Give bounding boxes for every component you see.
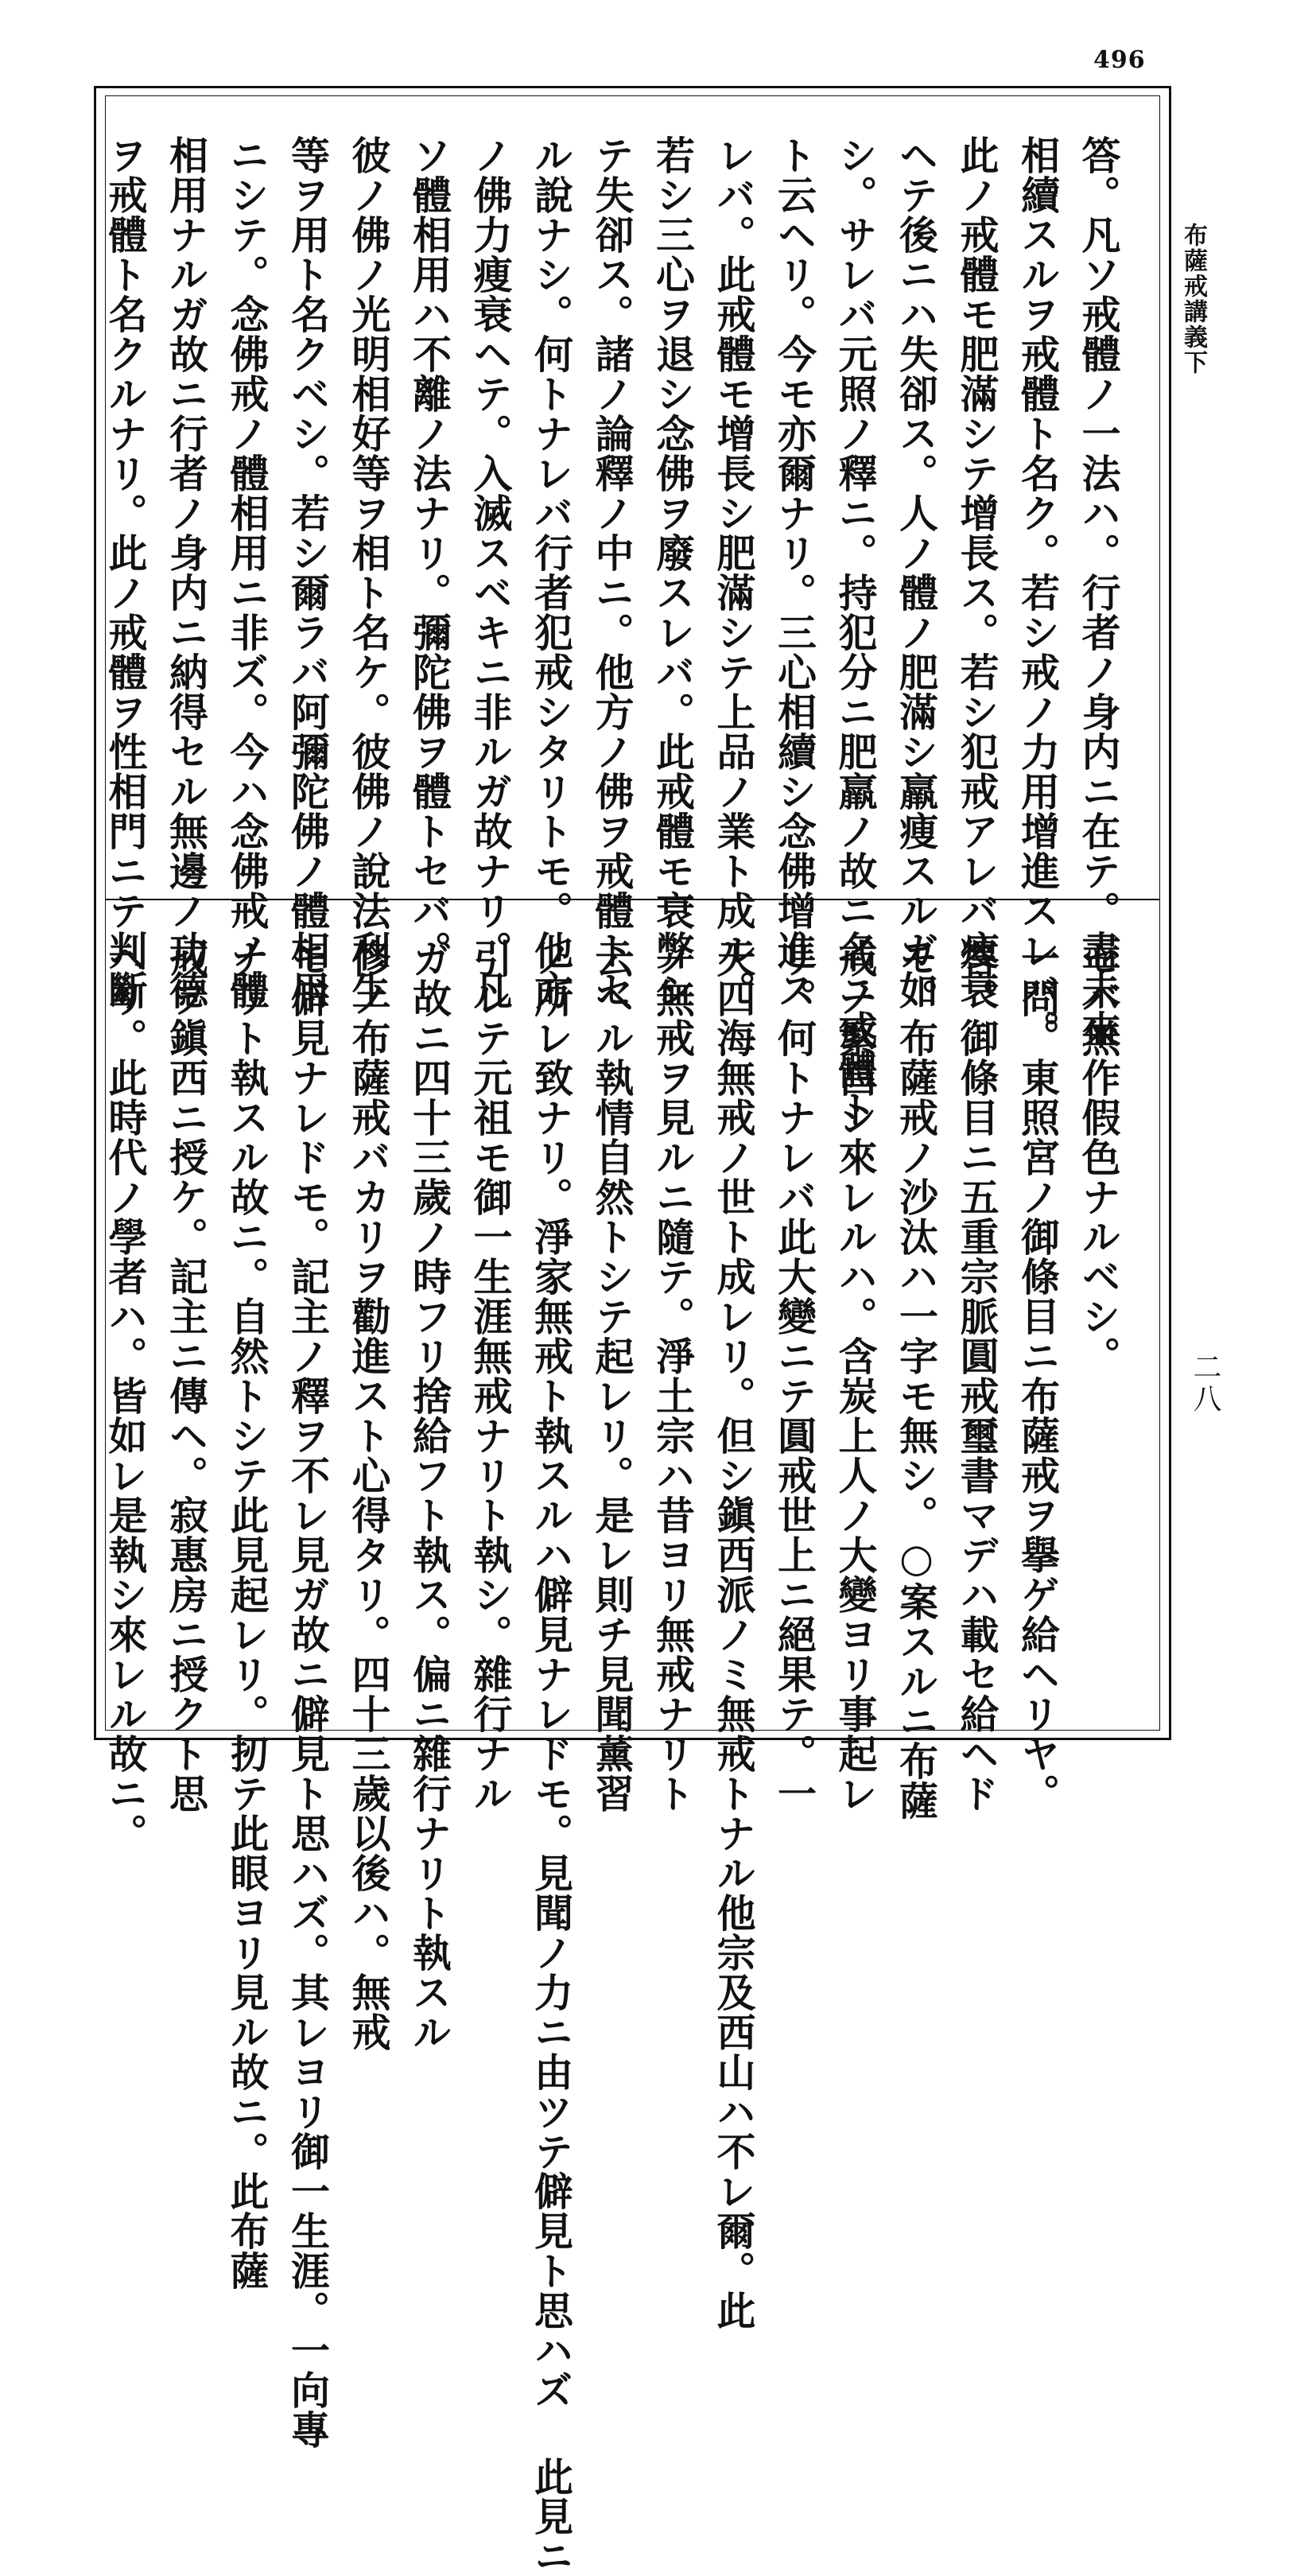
text-column: ニシテ。念佛戒ノ體相用ニ非ズ。今ハ念佛戒ノ體 [224,135,270,1010]
text-column: ト云ヘリ。今モ亦爾ナリ。三心相續シ念佛增進ス [771,135,818,1010]
text-column: 相續スルヲ戒體ト名ク。若シ戒ノ力用增進スレバ。 [1015,135,1062,1050]
text-column: ガ故ニ四十三歲ノ時フリ捨給フト執ス。偏ニ雜行ナリト執スル [406,938,453,2052]
text-column: 一問。東照宮ノ御條目ニ布薩戒ヲ擧ゲ給ヘリヤ。 [1015,938,1062,1813]
text-column: ノ所レ致ナリ。淨家無戒ト執スルハ僻見ナレドモ。見聞ノ力ニ由ツテ僻見ト思ハズ 此見ニ [528,938,575,2576]
margin-folio: 二八 [1189,1352,1221,1416]
text-column: 等ヲ用ト名クベシ。若シ爾ラバ阿彌陀佛ノ體相用 [285,135,332,1010]
text-column: ノ佛力痩衰ヘテ。入滅スベキニ非ルガ故ナリ。凡 [468,135,514,1010]
text-column: 相用ナルガ故ニ行者ノ身内ニ納得セル無邊ノ功德 [163,135,210,1010]
text-column: 戒ヲ鎭西ニ授ケ。記主ニ傳ヘ。寂惠房ニ授クト思 [163,938,210,1813]
text-column: 云ヘル執情自然トシテ起レリ。是レ則チ見聞薰習 [589,938,635,1813]
text-column: 答。凡ソ戒體ノ一法ハ。行者ノ身内ニ在テ。盡未來 [1076,135,1122,1050]
text-column: 戒ノ繁昌シ來レルハ。含炭上人ノ大變ヨリ事起レ [833,938,879,1813]
text-column: ノ無戒ヲ見ルニ隨テ。淨土宗ハ昔ヨリ無戒ナリト [650,938,697,1813]
text-column: 修ノ布薩戒バカリヲ勸進スト心得タリ。四十三歲以後ハ。無戒 [346,938,392,2052]
text-column: 答。御條目ニ五重宗脈圓戒璽書マデハ載セ給ヘド [954,938,1000,1813]
text-column: レバ。此戒體モ增長シ肥滿シテ上品ノ業ト成ル。 [711,135,757,1010]
text-column: 若シ三心ヲ退シ念佛ヲ廢スレバ。此戒體モ衰弊シ [650,135,697,1010]
text-column: ヲ戒體ト名クルナリ。此ノ戒體ヲ性相門ニテ判斷 [103,135,149,1010]
text-column: テ失卻ス。諸ノ論釋ノ中ニ。他方ノ佛ヲ戒體トセ [589,135,635,1010]
page-number: 496 [1093,46,1146,74]
text-column: ソ體相用ハ不離ノ法ナリ。彌陀佛ヲ體トセバ。 [406,135,453,970]
text-column: セバ無作假色ナルベシ。 [1076,938,1122,1376]
bottom-text-block [103,938,1129,2576]
top-text-block [103,135,1129,1129]
text-column: 此ノ戒體モ肥滿シテ增長ス。若シ犯戒アレバ痩衰 [954,135,1000,1010]
text-column: ヘテ後ニハ失卻ス。人ノ體ノ肥滿シ羸痩スルガ如 [893,135,940,1010]
text-column: モ僻見ナレドモ。記主ノ釋ヲ不レ見ガ故ニ僻見ト思ハズ。其レヨリ御一生涯。一向專 [285,938,332,2450]
text-column: リ。何トナレバ此大變ニテ圓戒世上ニ絕果テ。一 [771,938,818,1813]
text-column: シ。サレバ元照ノ釋ニ。持犯分ニ肥羸ノ故ニ名ニ戒體ト [833,135,879,1129]
text-column: 彼ノ佛ノ光明相好等ヲ相ト名ケ。彼佛ノ說法利生 [346,135,392,1010]
text-column: 天四海無戒ノ世ト成レリ。但シ鎭西派ノミ無戒トナル他宗及西山ハ不レ爾。此 [711,938,757,2330]
text-column: ナリト執スル故ニ。自然トシテ此見起レリ。扨テ此眼ヨリ見ル故ニ。此布薩 [224,938,270,2290]
text-column: ヘリ。此時代ノ學者ハ。皆如レ是執シ來レル故ニ。 [103,938,149,1853]
text-column: ル說ナシ。何トナレバ行者犯戒シタリトモ。他方 [528,135,575,1010]
margin-title: 布薩戒講義下 [1179,223,1207,375]
text-column: モ。布薩戒ノ沙汰ハ一字モ無シ。○案スルニ布薩 [893,938,940,1820]
text-column: 引レテ元祖モ御一生涯無戒ナリト執シ。雜行ナル [468,938,514,1813]
